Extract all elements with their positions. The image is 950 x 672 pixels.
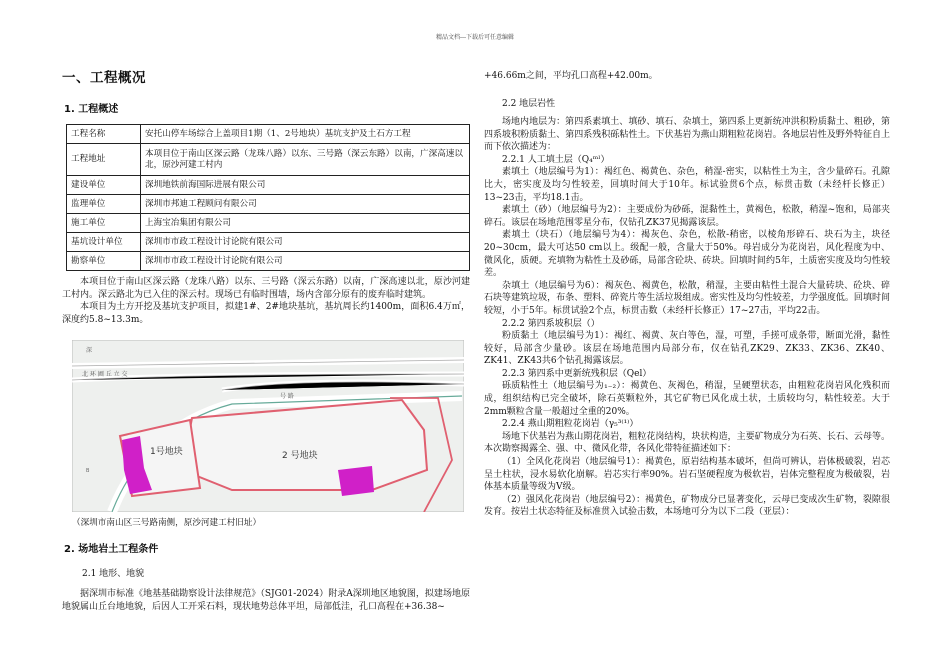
topography-heading: 2.1 地形、地貌 [82, 569, 145, 579]
table-key: 施工单位 [67, 214, 141, 233]
table-row [67, 233, 470, 252]
table-value: 本项目位于南山区深云路（龙珠八路）以东、三号路（深云东路）以南，广深高速以北，原沙河建工村内 [141, 144, 470, 176]
paragraph-fill-4: 素填土（块石）（地层编号为4）：褐灰色、杂色，松散-稍密，以棱角形碎石、块石为主，块径20~30cm，最大可达50 cm以上。级配一般，含量大于50%。母岩成分为花岗岩，风化程度为中、微风化，质硬。充填物为粘性土及砂砾，局部含砼块、砖块。回填时间约5年，土质密实度及均匀性较差。 [484, 230, 890, 279]
table-key: 工程名称 [67, 125, 141, 144]
table-row [67, 252, 470, 271]
site-map [72, 340, 464, 512]
map-road2-label: 号 路 [280, 393, 294, 400]
table-row [67, 144, 470, 176]
subheading-residual: 2.2.3 第四系中更新统残积层（Qel） [502, 368, 652, 379]
table-value: 深圳市邦迪工程顾问有限公司 [141, 195, 470, 214]
map-caption: （深圳市南山区三号路南侧，原沙河建工村旧址） [72, 518, 262, 528]
map-label-small: 深 [86, 347, 93, 354]
paragraph-silty-clay: 粉质黏土（地层编号为1）：褐红、褐黄、灰白等色，湿，可塑，手搓可成条带，断面光滑，黏性较好，局部含少量砂。该层在场地范围内局部分布，仅在钻孔ZK29、ZK33、ZK36、ZK40、ZK41、ZK43共6个钻孔揭露该层。 [484, 331, 890, 367]
paragraph-strong-weathered: （2）强风化花岗岩（地层编号2）：褐黄色，矿物成分已显著变化，云母已变成次生矿物，裂隙很发育。按岩土状态特征及标准贯入试验击数，本场地可分为以下二段（亚层）： [484, 494, 890, 518]
table-value: 深圳市市政工程设计讨论院有限公司 [141, 233, 470, 252]
section-title: 一、工程概况 [62, 70, 146, 86]
map-block1-label: 1号地块 [150, 447, 183, 457]
paragraph-fill-6: 杂填土（地层编号为6）：褐灰色、褐黄色，松散，稍湿，主要由粘性土混合大量砖块、砼块、碎石块等建筑垃圾，布条、塑料、碎瓷片等生活垃圾组成。密实性及均匀性较差，力学强度低。回填时间较短，小于5年。标贯试验2个点，标贯击数（未经杆长修正）17~27击，平均22击。 [484, 280, 890, 316]
table-key: 勘察单位 [67, 252, 141, 271]
table-value: 深圳地铁前海国际进展有限公司 [141, 176, 470, 195]
header-note: 精品文档---下载后可任意编辑 [435, 34, 515, 41]
paragraph-location: 本项目位于南山区深云路（龙珠八路）以东、三号路（深云东路）以南，广深高速以北，原沙河建工村内。深云路北为已入住的深云村。现场已有临时围墙，场内含部分原有的废弃临时建筑。 [62, 277, 470, 300]
strata-body [484, 116, 890, 519]
paragraph-granite-intro: 场地下伏基岩为燕山期花岗岩，粗粒花岗结构，块状构造，主要矿物成分为石英、长石、云母等。本次勘察揭露全、强、中、微风化带，各风化带特征描述如下： [484, 431, 890, 455]
table-value: 上海宝冶集团有限公司 [141, 214, 470, 233]
table-row [67, 125, 470, 144]
subsection-geology-title: 2. 场地岩土工程条件 [64, 544, 159, 555]
table-value: 安托山停车场综合上盖项目1期（1、2号地块）基坑支护及土石方工程 [141, 125, 470, 144]
paragraph-gravelly-clay: 砾质粘性土（地层编号为₁₋₂）：褐黄色、灰褐色，稍湿，呈硬塑状态，由粗粒花岗岩风化残积而成，组织结构已完全破坏，除石英颗粒外，其它矿物已风化成土状，土质较均匀，粘性较差。大于2mm颗粒含量一般超过全重的20%。 [484, 381, 890, 417]
table-row [67, 214, 470, 233]
table-key: 工程地址 [67, 144, 141, 176]
table-key: 基坑设计单位 [67, 233, 141, 252]
paragraph-fill-2: 素填土（砂）（地层编号为2）：主要成份为砂砾，混黏性土，黄褐色，松散，稍湿~饱和，局部夹碎石。该层在场地范围零星分布，仅钻孔ZK37见揭露该层。 [484, 205, 890, 228]
paragraph-strata-intro: 场地内地层为：第四系素填土、填砂、填石、杂填土，第四系上更新统冲洪积粉质黏土、粗砂，第四系坡积粉质黏土、第四系残积砾粘性土。下伏基岩为燕山期粗粒花岗岩。各地层岩性及野外特征自上而下依次描述为： [484, 117, 890, 153]
project-info-table [66, 124, 470, 271]
map-block2-label: 2 号地块 [282, 451, 318, 461]
paragraph-fill-1: 素填土（地层编号为1）：褐红色、褐黄色、杂色，稍湿-密实，以粘性土为主，含少量碎石。孔隙比大，密实度及均匀性较差，回填时间大于10年。标试验贯6个点，标贯击数（未经杆长修正）13~23击，平均18.1击。 [484, 167, 890, 203]
strata-heading: 2.2 地层岩性 [502, 99, 556, 109]
subheading-granite: 2.2.4 燕山期粗粒花岗岩（γ₅³⁽¹⁾） [502, 419, 639, 430]
table-row [67, 176, 470, 195]
subsection-overview-title: 1. 工程概述 [64, 104, 119, 115]
subheading-slope: 2.2.2 第四系坡积层（） [502, 318, 600, 329]
table-key: 监理单位 [67, 195, 141, 214]
table-row [67, 195, 470, 214]
subheading-fill: 2.2.1 人工填土层（Q₄ᵐˡ） [502, 154, 610, 165]
map-label-b: B [86, 468, 90, 474]
table-key: 建设单位 [67, 176, 141, 195]
paragraph-elevation: +46.66m之间，平均孔口高程+42.00m。 [484, 71, 658, 81]
table-value: 深圳市市政工程设计讨论院有限公司 [141, 252, 470, 271]
paragraph-topography: 据深圳市标准《地基基础勘察设计法律规范》（SJG01-2024）附录A深圳地区地貌图，拟建场地原地貌属山丘台地地貌，后因人工开采石料，现状地势总体平坦，局部低洼，孔口高程在+36.38~ [62, 589, 470, 612]
map-road-label: 北 环 圃 丘 立 交 [82, 371, 128, 378]
paragraph-full-weathered: （1）全风化花岗岩（地层编号1）：褐黄色，原岩结构基本破坏，但尚可辨认，岩体极破裂，岩芯呈土柱状，浸水易软化崩解。岩芯实行率90%。岩石坚硬程度为极软岩，岩体完整程度为极破裂，岩体基本质量等级为V级。 [484, 457, 890, 493]
paragraph-scope: 本项目为土方开挖及基坑支护项目，拟建1#、2#地块基坑，基坑周长约1400m，面积6.4万㎡，深度约5.8~13.3m。 [62, 302, 470, 325]
